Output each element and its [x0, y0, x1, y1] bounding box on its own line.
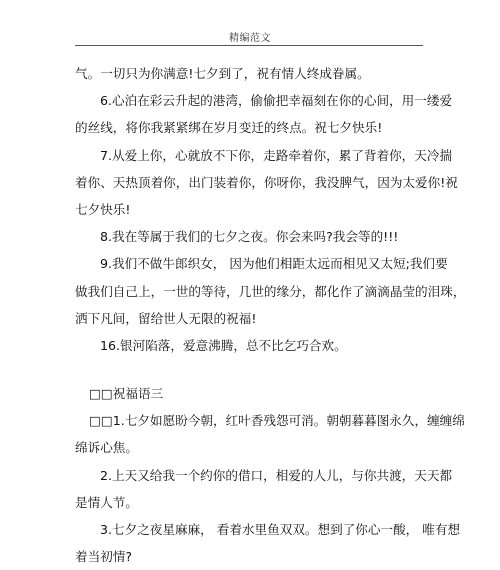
section-line: 着当初情? [75, 549, 133, 565]
section-spacer [75, 359, 425, 380]
body-line: 16.银河陷落，爱意沸腾，总不比乞巧合欢。 [100, 337, 347, 353]
section-line: 3.七夕之夜星麻麻， 看着水里鱼双双。想到了你心一酸， 唯有想 [100, 522, 461, 537]
page-header [0, 0, 500, 48]
body-line: 的丝线，将你我紧紧绑在岁月变迁的终点。祝七夕快乐! [75, 120, 383, 136]
body-line: 七夕快乐! [75, 201, 131, 217]
body-line: 9.我们不做牛郎织女， 因为他们相距太远而相见又太短;我们要 [100, 256, 448, 272]
section-line: 绵诉心焦。 [75, 440, 138, 456]
body-line: 7.从爱上你，心就放不下你，走路牵着你，累了背着你，天冷揣 [100, 147, 453, 163]
body-line: 气。一切只为你满意!七夕到了，祝有情人终成眷属。 [75, 66, 370, 81]
body-line: 洒下凡间，留给世人无限的祝福! [75, 310, 257, 326]
section-heading: □□祝福语三 [89, 386, 164, 402]
header-title: 精编范文 [229, 33, 271, 44]
body-line: 做我们自己上，一世的等待，几世的缘分，都化作了滴滴晶莹的泪珠， [75, 283, 466, 299]
body-line: 着你、天热顶着你，出门装着你，你呀你，我没脾气，因为太爱你!祝 [75, 174, 458, 190]
body-line: 8.我在等属于我们的七夕之夜。你会来吗?我会等的!!! [100, 229, 399, 245]
header-divider [75, 45, 423, 46]
section-line: 2.上天又给我一个约你的借口，相爱的人儿，与你共渡，天天都 [100, 467, 453, 483]
section-line: 是情人节。 [75, 494, 138, 510]
body-line: 6.心泊在彩云升起的港湾，偷偷把幸福刻在你的心间，用一缕爱 [100, 93, 453, 109]
section-line: □□1.七夕如愿盼今朝，红叶香残怨可消。朝朝暮暮图永久，缠缠绵 [89, 413, 465, 429]
document-body [75, 60, 466, 570]
